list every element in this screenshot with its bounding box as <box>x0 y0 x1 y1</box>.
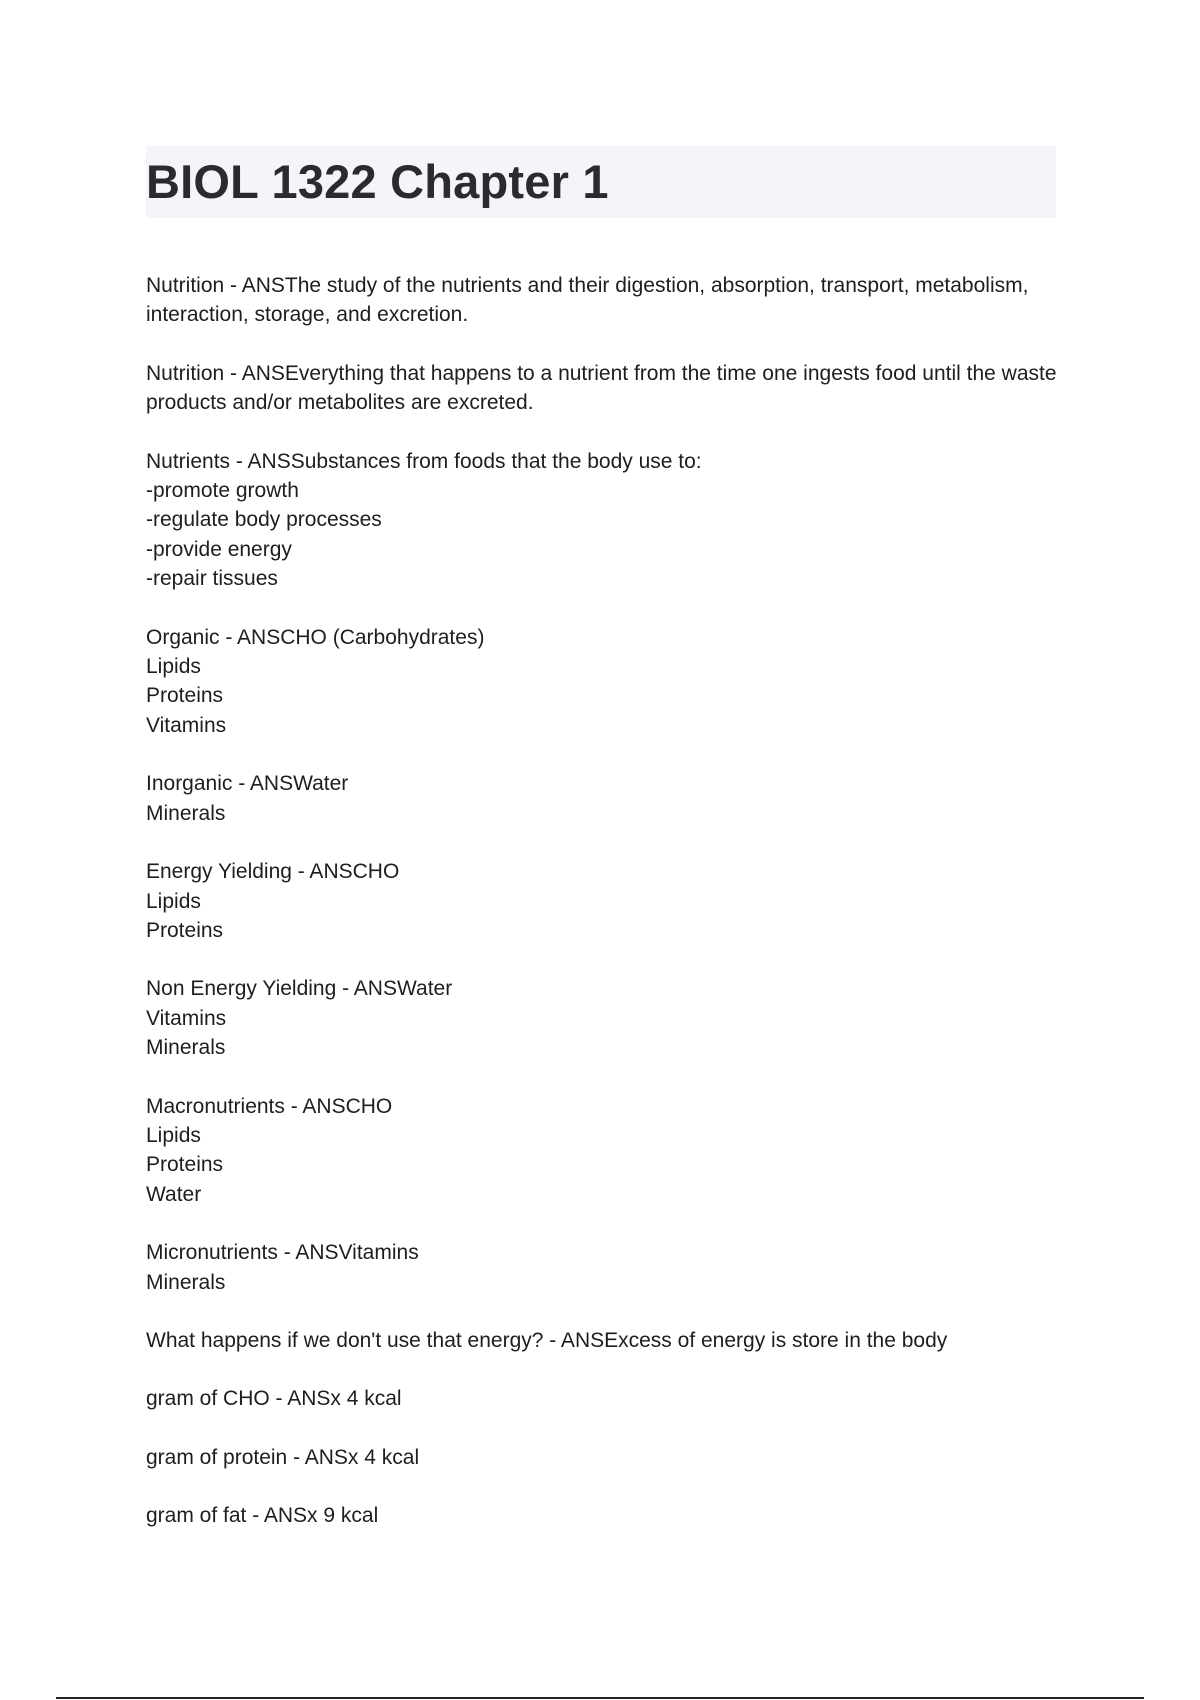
entry-line: -promote growth <box>146 479 299 503</box>
flashcard-entry <box>146 769 1066 828</box>
flashcard-entry <box>146 1501 1066 1530</box>
flashcard-entry <box>146 1384 1066 1413</box>
entry-line: Minerals <box>146 1270 226 1294</box>
entry-line: gram of protein - ANSx 4 kcal <box>146 1445 420 1469</box>
entry-line: Energy Yielding - ANSCHO <box>146 860 400 884</box>
entry-line: -provide energy <box>146 537 292 561</box>
flashcard-entry <box>146 359 1066 418</box>
document-title: BIOL 1322 Chapter 1 <box>146 155 609 208</box>
entry-line: Proteins <box>146 918 224 942</box>
entry-line: Non Energy Yielding - ANSWater <box>146 977 453 1001</box>
entry-line: -repair tissues <box>146 567 278 591</box>
entry-line: Nutrition - ANSThe study of the nutrients and their digestion, absorption, transport, metabolism, interaction, storage, and excretion. <box>146 274 1029 327</box>
entry-line: Minerals <box>146 1036 226 1060</box>
flashcard-entry <box>146 1443 1066 1472</box>
entry-line: Minerals <box>146 801 226 825</box>
entry-line: Proteins <box>146 684 224 708</box>
entry-line: Vitamins <box>146 713 227 737</box>
entry-line: Vitamins <box>146 1006 227 1030</box>
entry-line: Lipids <box>146 655 201 679</box>
entry-line: gram of fat - ANSx 9 kcal <box>146 1504 379 1528</box>
entry-line: Nutrition - ANSEverything that happens to a nutrient from the time one ingests food until the waste products and/or metabolites are excreted. <box>146 361 1057 415</box>
entry-line: -regulate body processes <box>146 508 382 532</box>
flashcard-entry <box>146 1092 1066 1210</box>
flashcard-entry <box>146 1326 1066 1355</box>
entry-line: Lipids <box>146 889 201 913</box>
entry-line: Macronutrients - ANSCHO <box>146 1094 393 1118</box>
flashcard-entry <box>146 1238 1066 1297</box>
flashcard-list <box>146 271 1066 1560</box>
flashcard-entry <box>146 857 1066 945</box>
flashcard-entry <box>146 447 1066 594</box>
entry-line: Proteins <box>146 1153 224 1177</box>
entry-line: Lipids <box>146 1123 201 1147</box>
entry-line: What happens if we don't use that energy? - ANSExcess of energy is store in the body <box>146 1328 948 1352</box>
flashcard-entry <box>146 623 1066 741</box>
flashcard-entry <box>146 271 1066 330</box>
entry-line: Water <box>146 1182 202 1206</box>
entry-line: Micronutrients - ANSVitamins <box>146 1241 419 1265</box>
entry-line: Organic - ANSCHO (Carbohydrates) <box>146 625 485 649</box>
entry-line: Inorganic - ANSWater <box>146 772 349 796</box>
flashcard-entry <box>146 974 1066 1062</box>
footer-divider <box>56 1697 1144 1699</box>
entry-line: Nutrients - ANSSubstances from foods that the body use to: <box>146 449 702 473</box>
entry-line: gram of CHO - ANSx 4 kcal <box>146 1387 402 1411</box>
